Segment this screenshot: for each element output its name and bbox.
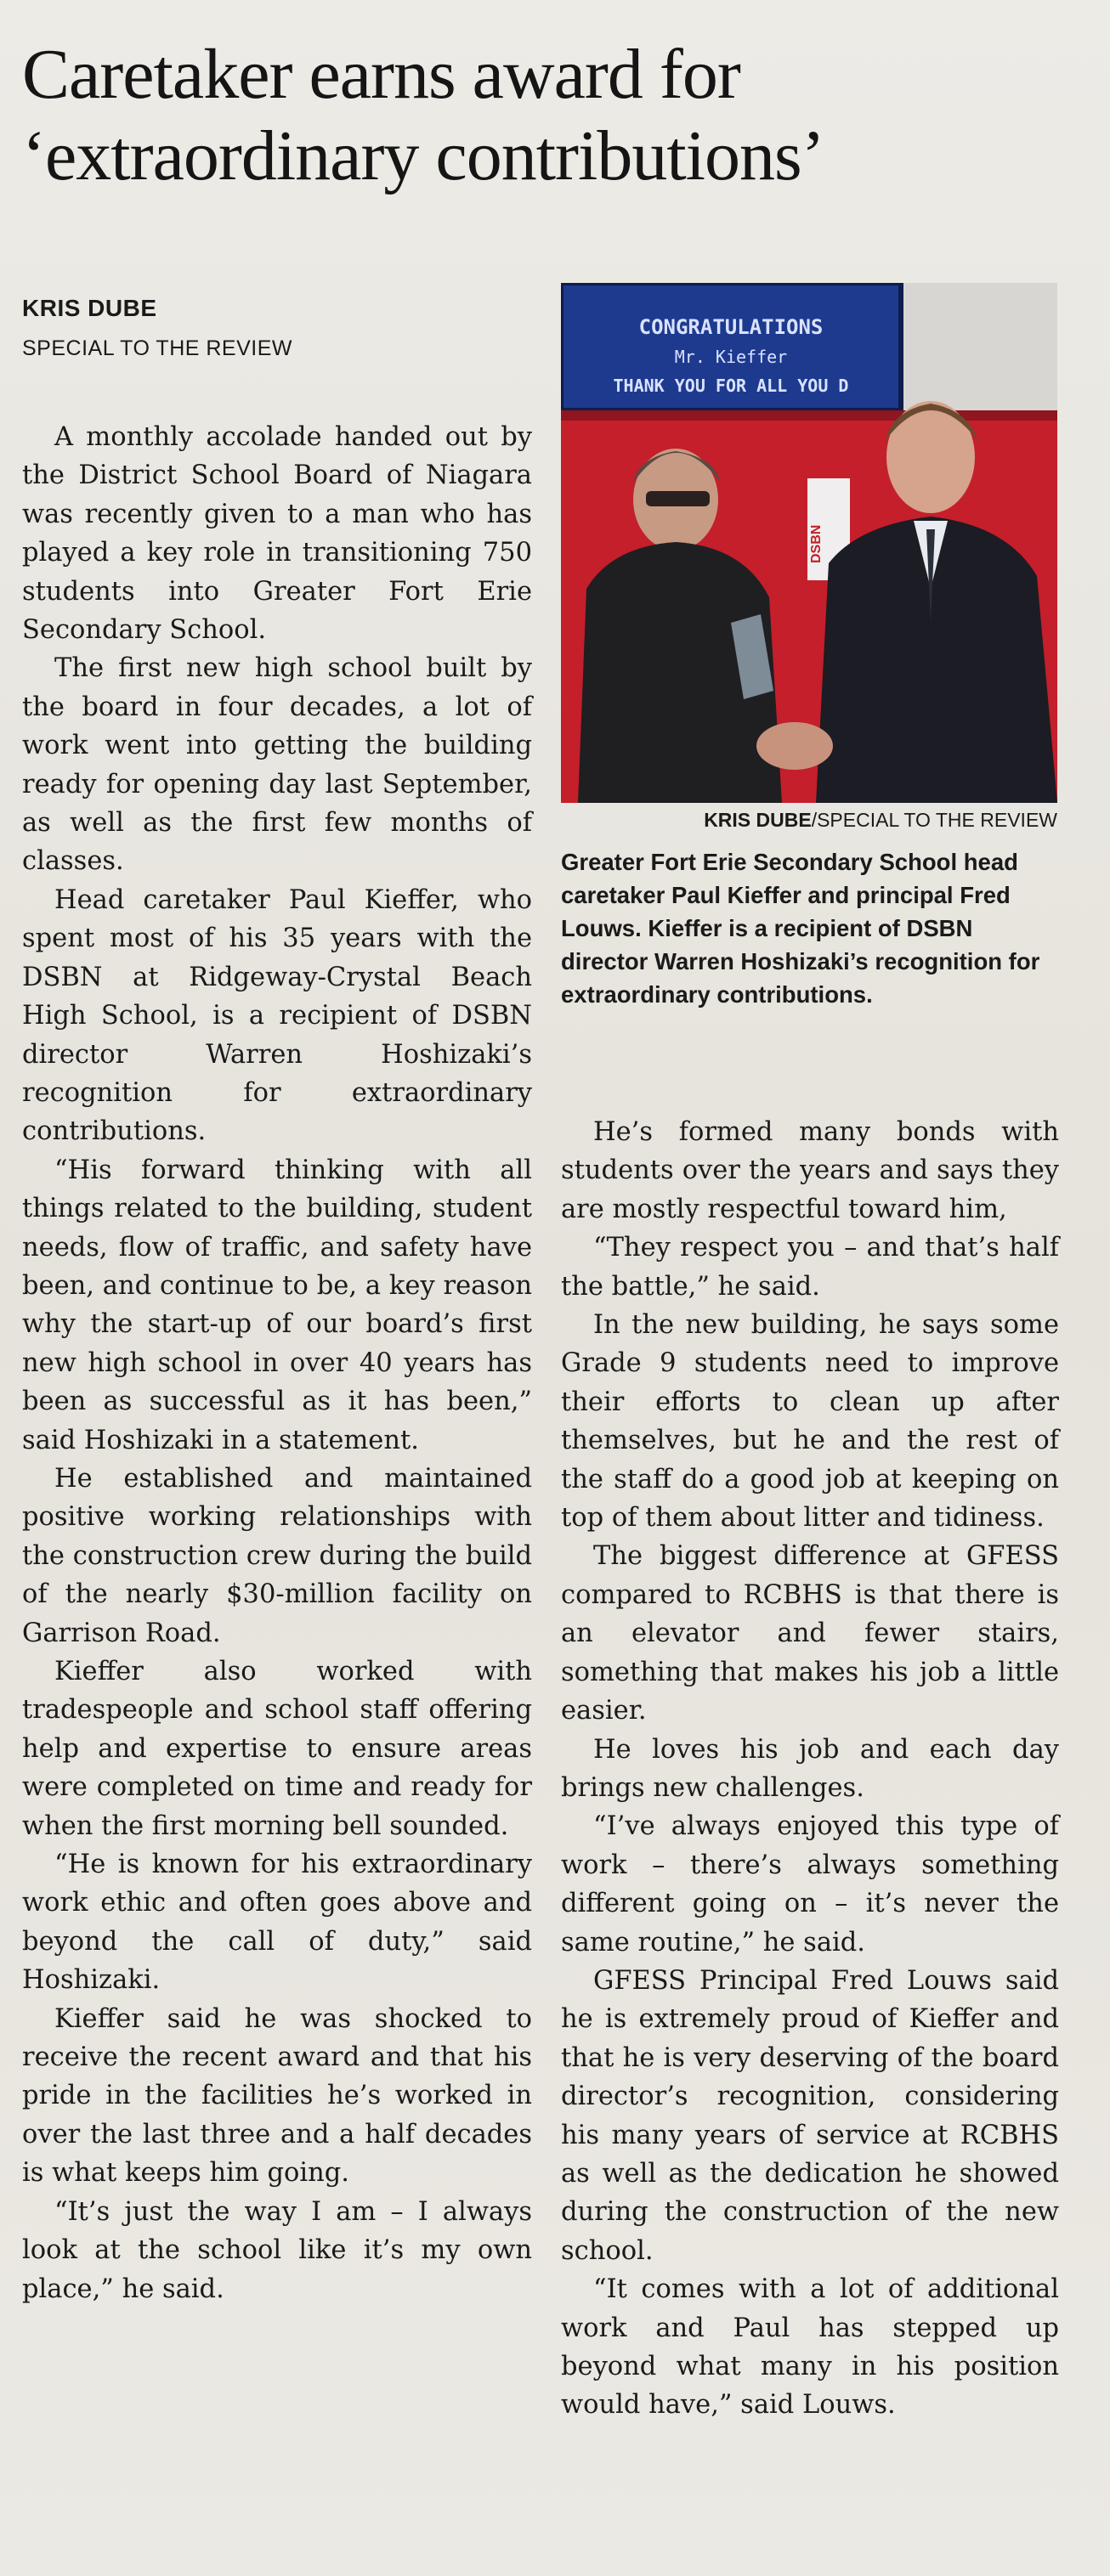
article-paragraph: “I’ve always enjoyed this type of work – there’s always something different going on – it’s never the same routine,” he said. — [561, 1811, 1059, 1957]
article-column-right — [561, 1113, 1059, 2425]
sign-line-2: Mr. Kieffer — [674, 347, 788, 367]
article-paragraph: “He is known for his extraordinary work ethic and often goes above and beyond the call of duty,” said Hoshizaki. — [22, 1850, 532, 1996]
article-paragraph: The biggest difference at GFESS compared to RCBHS is that there is an elevator and fewer stairs, something that makes his job a little easier. — [561, 1541, 1059, 1726]
photo-credit — [561, 809, 1057, 832]
photo-credit-name: KRIS DUBE — [704, 809, 812, 831]
byline-author: KRIS DUBE — [22, 295, 157, 321]
article-paragraph: Kieffer said he was shocked to receive the recent award and that his pride in the facilities he’s worked in over the last three and a half decades is what keeps him going. — [22, 2003, 532, 2189]
article-photo — [561, 283, 1057, 803]
dsbn-logo: DSBN — [809, 524, 824, 563]
photo-caption: Greater Fort Erie Secondary School head caretaker Paul Kieffer and principal Fred Louws. Kieffer is a recipient of DSBN director Warren Hoshizaki’s recognition for extraordinary contributions. — [561, 849, 1040, 1008]
article-paragraph: The first new high school built by the board in four decades, a lot of work went into getting the building ready for opening day last September, as well as the first few months of classes. — [22, 653, 532, 877]
article-paragraph: He loves his job and each day brings new challenges. — [561, 1734, 1059, 1803]
article-paragraph: Head caretaker Paul Kieffer, who spent most of his 35 years with the DSBN at Ridgeway-Crystal Beach High School, is a recipient of DSBN director Warren Hoshizaki’s recognition for extraordinary contributions. — [22, 884, 532, 1147]
article-paragraph: GFESS Principal Fred Louws said he is extremely proud of Kieffer and that he is very deserving of the board director’s recognition, considering his many years of service at RCBHS as well as the dedication he showed during the construction of the new school. — [561, 1965, 1059, 2266]
article-paragraph: Kieffer also worked with tradespeople and school staff offering help and expertise to ensure areas were completed on time and ready for when the first morning bell sounded. — [22, 1657, 532, 1841]
article-paragraph: “It comes with a lot of additional work and Paul has stepped up beyond what many in his position would have,” said Louws. — [561, 2274, 1059, 2421]
headline: Caretaker earns award for ‘extraordinary contributions’ — [22, 35, 824, 195]
byline-source: SPECIAL TO THE REVIEW — [22, 336, 292, 360]
article-paragraph: A monthly accolade handed out by the District School Board of Niagara was recently given to a man who has played a key role in transitioning 750 students into Greater Fort Erie Secondary School. — [22, 422, 532, 646]
article-paragraph: He’s formed many bonds with students over the years and says they are mostly respectful toward him, — [561, 1117, 1059, 1224]
article-paragraph: “It’s just the way I am – I always look at the school like it’s my own place,” he said. — [22, 2196, 532, 2304]
sign-line-3: THANK YOU FOR ALL YOU D — [613, 376, 849, 396]
article-paragraph: In the new building, he says some Grade 9 students need to improve their efforts to clean up after themselves, but he and the rest of the staff do a good job at keeping on top of them about litter and tidiness. — [561, 1310, 1059, 1534]
photo-credit-source: /SPECIAL TO THE REVIEW — [811, 809, 1057, 831]
sign-line-1: CONGRATULATIONS — [638, 315, 824, 339]
article-column-left — [22, 418, 532, 2308]
article-paragraph: “They respect you – and that’s half the battle,” he said. — [561, 1233, 1059, 1302]
article-paragraph: “His forward thinking with all things related to the building, student needs, flow of traffic, and safety have been, and continue to be, a key reason why the start-up of our board’s first new high school in over 40 years has been as successful as it has been,” said Hoshizaki in a statement. — [22, 1155, 532, 1455]
article-paragraph: He established and maintained positive working relationships with the construction crew during the build of the nearly $30-million facility on Garrison Road. — [22, 1463, 532, 1648]
